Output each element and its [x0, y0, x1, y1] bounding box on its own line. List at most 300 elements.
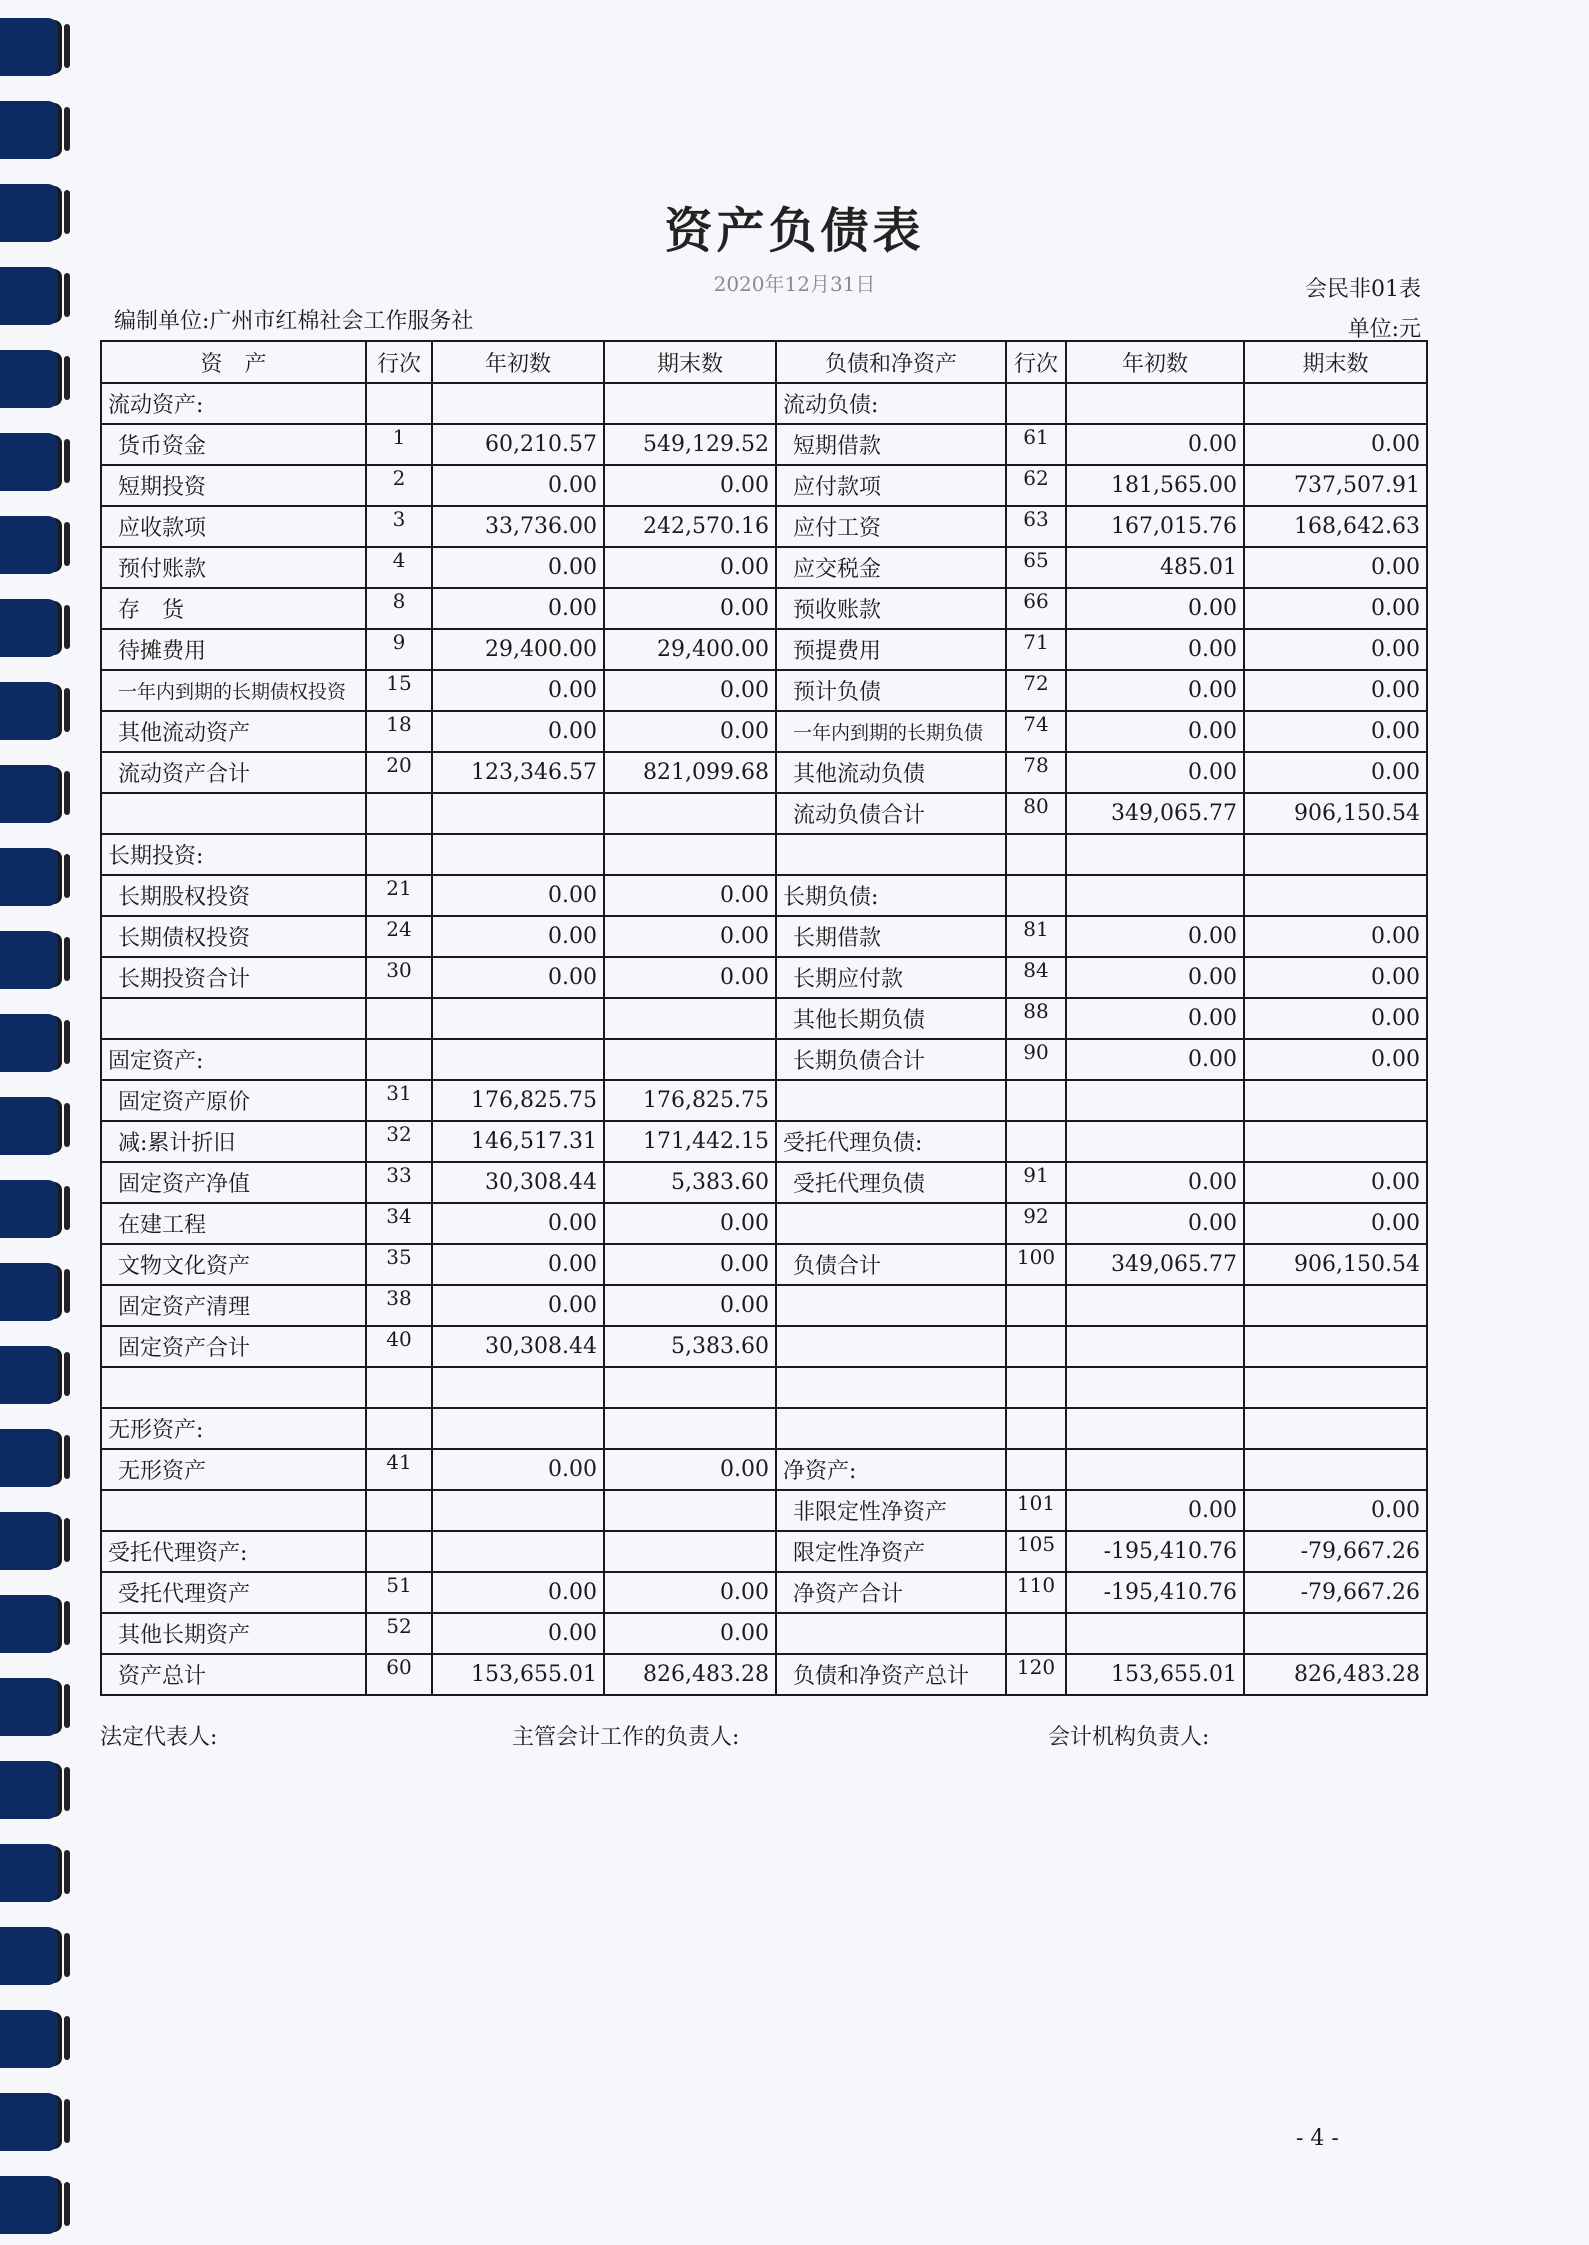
liability-line-no: 110 — [1006, 1572, 1066, 1613]
table-row — [101, 588, 1427, 629]
asset-line-no: 52 — [366, 1613, 432, 1654]
asset-end-value: 0.00 — [604, 957, 776, 998]
table-row — [101, 1408, 1427, 1449]
asset-end-value — [604, 998, 776, 1039]
liability-begin-value — [1066, 1080, 1244, 1121]
report-date: 2020年12月31日 — [713, 272, 876, 296]
liability-end-value: 906,150.54 — [1244, 1244, 1427, 1285]
asset-end-value: 549,129.52 — [604, 424, 776, 465]
liability-line-no — [1006, 834, 1066, 875]
liability-line-no: 65 — [1006, 547, 1066, 588]
liability-end-value — [1244, 1367, 1427, 1408]
liability-line-no — [1006, 1080, 1066, 1121]
asset-item — [101, 793, 366, 834]
asset-line-no: 2 — [366, 465, 432, 506]
asset-line-no: 40 — [366, 1326, 432, 1367]
accounting-dept-head-label: 会计机构负责人: — [1048, 1725, 1210, 1750]
asset-begin-value: 0.00 — [432, 916, 604, 957]
asset-item: 一年内到期的长期债权投资 — [101, 670, 366, 711]
liability-end-value: 0.00 — [1244, 1039, 1427, 1080]
liability-end-value: 0.00 — [1244, 1203, 1427, 1244]
asset-line-no: 18 — [366, 711, 432, 752]
asset-begin-value: 146,517.31 — [432, 1121, 604, 1162]
liability-line-no: 88 — [1006, 998, 1066, 1039]
liability-item: 预提费用 — [776, 629, 1006, 670]
binding-hole — [0, 2010, 58, 2068]
liability-line-no — [1006, 1613, 1066, 1654]
liability-begin-value — [1066, 1449, 1244, 1490]
spiral-binding — [0, 0, 70, 2245]
asset-line-no: 33 — [366, 1162, 432, 1203]
asset-begin-value: 0.00 — [432, 1613, 604, 1654]
liability-begin-value — [1066, 1367, 1244, 1408]
liability-item: 净资产: — [776, 1449, 1006, 1490]
asset-end-value: 0.00 — [604, 547, 776, 588]
binding-hole — [0, 1678, 58, 1736]
asset-item — [101, 1367, 366, 1408]
binding-hole — [0, 599, 58, 657]
asset-begin-value — [432, 1408, 604, 1449]
asset-line-no: 60 — [366, 1654, 432, 1695]
asset-line-no: 24 — [366, 916, 432, 957]
asset-end-value: 171,442.15 — [604, 1121, 776, 1162]
liability-item: 预收账款 — [776, 588, 1006, 629]
liability-end-value — [1244, 1285, 1427, 1326]
asset-line-no: 35 — [366, 1244, 432, 1285]
liability-line-no: 90 — [1006, 1039, 1066, 1080]
binding-hole — [0, 848, 58, 906]
liability-item: 长期借款 — [776, 916, 1006, 957]
asset-begin-value: 30,308.44 — [432, 1162, 604, 1203]
asset-item: 其他流动资产 — [101, 711, 366, 752]
table-header-row — [101, 341, 1427, 383]
liability-line-no: 74 — [1006, 711, 1066, 752]
liability-end-value: 906,150.54 — [1244, 793, 1427, 834]
liability-end-value: 0.00 — [1244, 629, 1427, 670]
liability-begin-value — [1066, 875, 1244, 916]
asset-begin-value — [432, 998, 604, 1039]
asset-end-value: 0.00 — [604, 1285, 776, 1326]
liability-begin-value: -195,410.76 — [1066, 1531, 1244, 1572]
liability-item: 长期负债: — [776, 875, 1006, 916]
liability-item: 净资产合计 — [776, 1572, 1006, 1613]
liability-item: 短期借款 — [776, 424, 1006, 465]
binding-hole — [0, 1263, 58, 1321]
liability-item: 其他长期负债 — [776, 998, 1006, 1039]
liability-item — [776, 1408, 1006, 1449]
liability-begin-value: 0.00 — [1066, 1203, 1244, 1244]
binding-hole — [0, 433, 58, 491]
liability-line-no — [1006, 1285, 1066, 1326]
asset-item: 流动资产: — [101, 383, 366, 424]
liability-end-value — [1244, 1326, 1427, 1367]
liability-item: 一年内到期的长期负债 — [776, 711, 1006, 752]
liability-end-value: 0.00 — [1244, 1490, 1427, 1531]
liability-item: 应付款项 — [776, 465, 1006, 506]
binding-hole — [0, 1429, 58, 1487]
binding-hole — [0, 2093, 58, 2151]
liability-item: 限定性净资产 — [776, 1531, 1006, 1572]
binding-hole — [0, 18, 58, 76]
asset-item: 固定资产清理 — [101, 1285, 366, 1326]
liability-end-value: 0.00 — [1244, 547, 1427, 588]
binding-hole — [0, 1927, 58, 1985]
binding-hole — [0, 1761, 58, 1819]
asset-end-value: 0.00 — [604, 875, 776, 916]
asset-begin-value: 0.00 — [432, 588, 604, 629]
liability-begin-value: 0.00 — [1066, 752, 1244, 793]
header-begin-2: 年初数 — [1066, 341, 1244, 383]
asset-begin-value: 0.00 — [432, 1572, 604, 1613]
liability-begin-value: 0.00 — [1066, 1490, 1244, 1531]
table-row — [101, 752, 1427, 793]
page-title: 资产负债表 — [664, 203, 925, 259]
asset-begin-value — [432, 1531, 604, 1572]
asset-end-value: 0.00 — [604, 1449, 776, 1490]
asset-end-value: 821,099.68 — [604, 752, 776, 793]
liability-line-no: 84 — [1006, 957, 1066, 998]
asset-end-value: 0.00 — [604, 465, 776, 506]
binding-hole — [0, 1014, 58, 1072]
asset-line-no: 31 — [366, 1080, 432, 1121]
liability-end-value — [1244, 834, 1427, 875]
header-begin: 年初数 — [432, 341, 604, 383]
liability-begin-value — [1066, 1613, 1244, 1654]
liability-begin-value: 167,015.76 — [1066, 506, 1244, 547]
header-line-2: 行次 — [1006, 341, 1066, 383]
liability-line-no — [1006, 1326, 1066, 1367]
liability-end-value — [1244, 1121, 1427, 1162]
asset-end-value: 176,825.75 — [604, 1080, 776, 1121]
liability-line-no: 91 — [1006, 1162, 1066, 1203]
table-row — [101, 998, 1427, 1039]
asset-line-no — [366, 1039, 432, 1080]
asset-end-value: 0.00 — [604, 711, 776, 752]
asset-begin-value: 30,308.44 — [432, 1326, 604, 1367]
asset-line-no — [366, 793, 432, 834]
liability-line-no: 92 — [1006, 1203, 1066, 1244]
form-code: 会民非01表 — [1305, 277, 1421, 302]
asset-end-value: 0.00 — [604, 1203, 776, 1244]
liability-line-no — [1006, 1408, 1066, 1449]
asset-end-value: 0.00 — [604, 670, 776, 711]
liability-end-value: -79,667.26 — [1244, 1531, 1427, 1572]
asset-begin-value: 0.00 — [432, 957, 604, 998]
liability-end-value: 737,507.91 — [1244, 465, 1427, 506]
table-row — [101, 383, 1427, 424]
asset-line-no: 3 — [366, 506, 432, 547]
liability-begin-value: 0.00 — [1066, 916, 1244, 957]
asset-begin-value: 29,400.00 — [432, 629, 604, 670]
table-row — [101, 793, 1427, 834]
liability-end-value: 0.00 — [1244, 1162, 1427, 1203]
asset-begin-value: 123,346.57 — [432, 752, 604, 793]
liability-end-value — [1244, 383, 1427, 424]
liability-end-value — [1244, 1449, 1427, 1490]
asset-end-value: 0.00 — [604, 1244, 776, 1285]
asset-item: 其他长期资产 — [101, 1613, 366, 1654]
liability-line-no: 81 — [1006, 916, 1066, 957]
legal-representative-label: 法定代表人: — [100, 1725, 218, 1750]
liability-begin-value: 0.00 — [1066, 588, 1244, 629]
asset-begin-value — [432, 793, 604, 834]
asset-line-no — [366, 1490, 432, 1531]
table-row — [101, 1326, 1427, 1367]
liability-line-no: 72 — [1006, 670, 1066, 711]
asset-item: 固定资产: — [101, 1039, 366, 1080]
asset-item: 资产总计 — [101, 1654, 366, 1695]
table-row — [101, 629, 1427, 670]
liability-line-no — [1006, 1121, 1066, 1162]
binding-hole — [0, 516, 58, 574]
table-row — [101, 465, 1427, 506]
asset-begin-value — [432, 383, 604, 424]
liability-begin-value: 0.00 — [1066, 424, 1244, 465]
binding-hole — [0, 765, 58, 823]
asset-line-no: 15 — [366, 670, 432, 711]
liability-item: 非限定性净资产 — [776, 1490, 1006, 1531]
asset-item: 待摊费用 — [101, 629, 366, 670]
liability-line-no — [1006, 1449, 1066, 1490]
liability-line-no: 62 — [1006, 465, 1066, 506]
asset-begin-value — [432, 1367, 604, 1408]
asset-line-no — [366, 998, 432, 1039]
asset-end-value: 5,383.60 — [604, 1326, 776, 1367]
asset-line-no — [366, 1408, 432, 1449]
header-end: 期末数 — [604, 341, 776, 383]
liability-end-value — [1244, 1613, 1427, 1654]
asset-begin-value: 0.00 — [432, 547, 604, 588]
asset-line-no — [366, 1531, 432, 1572]
asset-item: 减:累计折旧 — [101, 1121, 366, 1162]
liability-item: 长期应付款 — [776, 957, 1006, 998]
asset-begin-value: 0.00 — [432, 670, 604, 711]
table-row — [101, 1531, 1427, 1572]
liability-end-value: 0.00 — [1244, 670, 1427, 711]
liability-item — [776, 834, 1006, 875]
binding-hole — [0, 1097, 58, 1155]
asset-item: 在建工程 — [101, 1203, 366, 1244]
asset-begin-value: 0.00 — [432, 1203, 604, 1244]
liability-line-no: 80 — [1006, 793, 1066, 834]
liability-begin-value: 153,655.01 — [1066, 1654, 1244, 1695]
liability-item: 流动负债合计 — [776, 793, 1006, 834]
table-row — [101, 1613, 1427, 1654]
asset-item — [101, 1490, 366, 1531]
asset-line-no — [366, 834, 432, 875]
asset-begin-value: 0.00 — [432, 465, 604, 506]
liability-begin-value: 0.00 — [1066, 998, 1244, 1039]
table-row — [101, 424, 1427, 465]
liability-begin-value: 349,065.77 — [1066, 1244, 1244, 1285]
table-row — [101, 1244, 1427, 1285]
liability-begin-value — [1066, 383, 1244, 424]
liability-line-no: 100 — [1006, 1244, 1066, 1285]
asset-line-no — [366, 1367, 432, 1408]
binding-hole — [0, 1595, 58, 1653]
asset-item: 固定资产合计 — [101, 1326, 366, 1367]
liability-begin-value — [1066, 1326, 1244, 1367]
currency-unit: 单位:元 — [1347, 317, 1421, 342]
liability-begin-value: 0.00 — [1066, 629, 1244, 670]
asset-end-value — [604, 1039, 776, 1080]
asset-item: 长期债权投资 — [101, 916, 366, 957]
asset-end-value: 0.00 — [604, 1572, 776, 1613]
liability-begin-value: 0.00 — [1066, 957, 1244, 998]
asset-begin-value: 153,655.01 — [432, 1654, 604, 1695]
liability-line-no: 78 — [1006, 752, 1066, 793]
asset-item: 无形资产 — [101, 1449, 366, 1490]
page-number: - 4 - — [1296, 2126, 1339, 2151]
liability-begin-value: 0.00 — [1066, 1162, 1244, 1203]
liability-item — [776, 1285, 1006, 1326]
table-row — [101, 1162, 1427, 1203]
liability-begin-value: 0.00 — [1066, 670, 1244, 711]
liability-begin-value: 0.00 — [1066, 711, 1244, 752]
binding-hole — [0, 1512, 58, 1570]
liability-end-value: 0.00 — [1244, 424, 1427, 465]
liability-item — [776, 1367, 1006, 1408]
header-asset: 资 产 — [101, 341, 366, 383]
liability-line-no: 63 — [1006, 506, 1066, 547]
liability-item: 负债合计 — [776, 1244, 1006, 1285]
binding-hole — [0, 2176, 58, 2234]
table-row — [101, 1654, 1427, 1695]
table-row — [101, 834, 1427, 875]
asset-item: 受托代理资产 — [101, 1572, 366, 1613]
liability-item: 长期负债合计 — [776, 1039, 1006, 1080]
liability-end-value — [1244, 875, 1427, 916]
asset-begin-value — [432, 1490, 604, 1531]
asset-item: 文物文化资产 — [101, 1244, 366, 1285]
table-row — [101, 1572, 1427, 1613]
asset-line-no: 51 — [366, 1572, 432, 1613]
liability-line-no — [1006, 875, 1066, 916]
asset-end-value: 0.00 — [604, 916, 776, 957]
liability-end-value: 0.00 — [1244, 711, 1427, 752]
liability-item: 预计负债 — [776, 670, 1006, 711]
table-row — [101, 711, 1427, 752]
asset-item — [101, 998, 366, 1039]
binding-hole — [0, 1180, 58, 1238]
asset-begin-value — [432, 1039, 604, 1080]
table-row — [101, 506, 1427, 547]
table-row — [101, 1121, 1427, 1162]
asset-line-no: 30 — [366, 957, 432, 998]
liability-begin-value — [1066, 1285, 1244, 1326]
table-row — [101, 957, 1427, 998]
table-row — [101, 547, 1427, 588]
asset-end-value — [604, 1531, 776, 1572]
asset-line-no: 41 — [366, 1449, 432, 1490]
asset-line-no: 4 — [366, 547, 432, 588]
asset-end-value: 242,570.16 — [604, 506, 776, 547]
asset-end-value — [604, 383, 776, 424]
asset-begin-value: 0.00 — [432, 1285, 604, 1326]
liability-line-no: 61 — [1006, 424, 1066, 465]
asset-end-value: 826,483.28 — [604, 1654, 776, 1695]
asset-line-no: 34 — [366, 1203, 432, 1244]
binding-hole — [0, 931, 58, 989]
header-end-2: 期末数 — [1244, 341, 1427, 383]
table-row — [101, 1285, 1427, 1326]
liability-begin-value: 485.01 — [1066, 547, 1244, 588]
liability-item: 受托代理负债: — [776, 1121, 1006, 1162]
liability-begin-value — [1066, 834, 1244, 875]
liability-begin-value — [1066, 1408, 1244, 1449]
asset-line-no: 20 — [366, 752, 432, 793]
binding-hole — [0, 1346, 58, 1404]
liability-begin-value: 181,565.00 — [1066, 465, 1244, 506]
asset-item: 长期投资: — [101, 834, 366, 875]
asset-item: 应收款项 — [101, 506, 366, 547]
liability-item: 应付工资 — [776, 506, 1006, 547]
liability-end-value: 826,483.28 — [1244, 1654, 1427, 1695]
asset-end-value: 5,383.60 — [604, 1162, 776, 1203]
table-row — [101, 1449, 1427, 1490]
asset-begin-value: 0.00 — [432, 711, 604, 752]
asset-begin-value: 176,825.75 — [432, 1080, 604, 1121]
asset-end-value: 0.00 — [604, 1613, 776, 1654]
asset-line-no: 38 — [366, 1285, 432, 1326]
asset-end-value — [604, 1490, 776, 1531]
liability-item — [776, 1203, 1006, 1244]
liability-begin-value: -195,410.76 — [1066, 1572, 1244, 1613]
liability-end-value: 0.00 — [1244, 998, 1427, 1039]
accounting-head-label: 主管会计工作的负责人: — [512, 1725, 740, 1750]
liability-end-value — [1244, 1080, 1427, 1121]
asset-item: 固定资产原价 — [101, 1080, 366, 1121]
liability-item: 应交税金 — [776, 547, 1006, 588]
asset-end-value: 29,400.00 — [604, 629, 776, 670]
table-row — [101, 670, 1427, 711]
asset-begin-value: 0.00 — [432, 1244, 604, 1285]
liability-item — [776, 1613, 1006, 1654]
asset-begin-value — [432, 834, 604, 875]
liability-line-no — [1006, 383, 1066, 424]
asset-item: 受托代理资产: — [101, 1531, 366, 1572]
table-row — [101, 1367, 1427, 1408]
asset-item: 长期投资合计 — [101, 957, 366, 998]
liability-end-value: 168,642.63 — [1244, 506, 1427, 547]
asset-end-value — [604, 793, 776, 834]
asset-end-value — [604, 834, 776, 875]
asset-item: 流动资产合计 — [101, 752, 366, 793]
table-row — [101, 1039, 1427, 1080]
liability-end-value: 0.00 — [1244, 916, 1427, 957]
asset-item: 固定资产净值 — [101, 1162, 366, 1203]
liability-item: 负债和净资产总计 — [776, 1654, 1006, 1695]
asset-begin-value: 0.00 — [432, 1449, 604, 1490]
asset-item: 预付账款 — [101, 547, 366, 588]
asset-line-no: 1 — [366, 424, 432, 465]
liability-begin-value: 349,065.77 — [1066, 793, 1244, 834]
liability-item: 流动负债: — [776, 383, 1006, 424]
liability-end-value: 0.00 — [1244, 957, 1427, 998]
liability-line-no: 120 — [1006, 1654, 1066, 1695]
asset-line-no: 32 — [366, 1121, 432, 1162]
table-row — [101, 916, 1427, 957]
liability-line-no: 101 — [1006, 1490, 1066, 1531]
header-line: 行次 — [366, 341, 432, 383]
reporting-unit: 编制单位:广州市红棉社会工作服务社 — [114, 309, 474, 334]
liability-end-value: 0.00 — [1244, 752, 1427, 793]
binding-hole — [0, 1844, 58, 1902]
table-row — [101, 875, 1427, 916]
asset-item: 存 货 — [101, 588, 366, 629]
liability-item — [776, 1080, 1006, 1121]
liability-line-no: 71 — [1006, 629, 1066, 670]
